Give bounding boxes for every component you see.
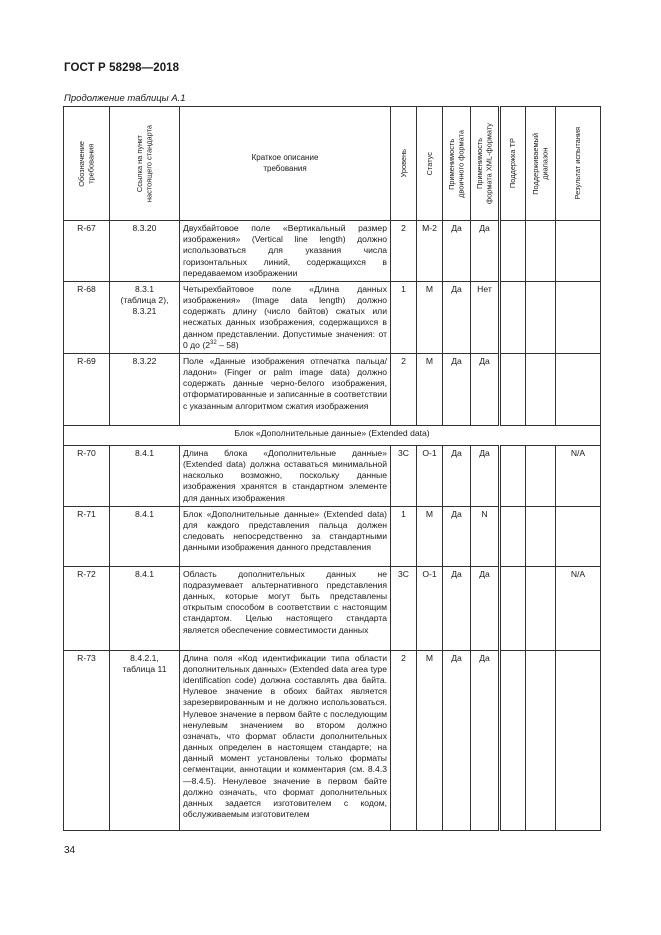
req-result: N/A bbox=[556, 445, 601, 506]
req-desc: Поле «Данные изображения отпечатка пальца/ладони» (Finger or palm image data) должно содержать данные черно-белого изображения, отформатированные и записанные в соответствии с указанным алгоритмом сжатия изображения bbox=[180, 353, 391, 425]
table-header-row bbox=[64, 107, 601, 221]
req-xml: Да bbox=[471, 221, 500, 282]
table-row bbox=[64, 506, 601, 566]
req-status: О-1 bbox=[417, 445, 443, 506]
req-id: R-71 bbox=[64, 506, 110, 566]
req-bin: Да bbox=[443, 506, 471, 566]
req-xml: Нет bbox=[471, 281, 500, 353]
table-row bbox=[64, 353, 601, 425]
req-result bbox=[556, 221, 601, 282]
req-result bbox=[556, 650, 601, 830]
req-level: 1 bbox=[391, 506, 417, 566]
document-header: ГОСТ Р 58298—2018 bbox=[64, 62, 180, 74]
req-desc: Область дополнительных данных не подразумевает альтернативного представления данных, которые могут быть представлены открытым способом в соответствии с настоящим стандартом. Целью настоящего стандарта является обеспечение совместимости данных bbox=[180, 566, 391, 650]
col-header-tp-support: Поддержка ТР bbox=[500, 107, 526, 221]
req-tp bbox=[500, 445, 526, 506]
col-header-status: Статус bbox=[417, 107, 443, 221]
req-result: N/A bbox=[556, 566, 601, 650]
req-result bbox=[556, 281, 601, 353]
req-tp bbox=[500, 566, 526, 650]
req-tp bbox=[500, 281, 526, 353]
req-desc: Двухбайтовое поле «Вертикальный размер изображения» (Vertical line length) должно использоваться для указания числа горизонтальных линий, содержащихся в передаваемом изображении bbox=[180, 221, 391, 282]
req-ref: 8.4.1 bbox=[110, 445, 180, 506]
req-bin: Да bbox=[443, 353, 471, 425]
col-header-binary-format: Применимость двоичного формата bbox=[443, 107, 471, 221]
req-status: М bbox=[417, 353, 443, 425]
col-header-range: Поддерживаемый диапазон bbox=[526, 107, 556, 221]
req-xml: Да bbox=[471, 650, 500, 830]
requirements-table bbox=[63, 106, 601, 831]
req-id: R-70 bbox=[64, 445, 110, 506]
req-range bbox=[526, 566, 556, 650]
req-ref: 8.3.20 bbox=[110, 221, 180, 282]
req-xml: Да bbox=[471, 353, 500, 425]
req-level: 2 bbox=[391, 650, 417, 830]
req-ref: 8.4.1 bbox=[110, 506, 180, 566]
req-xml: N bbox=[471, 506, 500, 566]
table-block-row bbox=[64, 425, 601, 445]
req-level: 3С bbox=[391, 566, 417, 650]
req-level: 1 bbox=[391, 281, 417, 353]
table-row bbox=[64, 445, 601, 506]
req-range bbox=[526, 281, 556, 353]
req-level: 3С bbox=[391, 445, 417, 506]
col-header-id: Обозначение требования bbox=[64, 107, 110, 221]
req-range bbox=[526, 506, 556, 566]
req-id: R-67 bbox=[64, 221, 110, 282]
table-row bbox=[64, 650, 601, 830]
col-header-ref: Ссылка на пункт настоящего стандарта bbox=[110, 107, 180, 221]
req-tp bbox=[500, 506, 526, 566]
req-status: О-1 bbox=[417, 566, 443, 650]
col-header-xml-format: Применимость формата XML-формату bbox=[471, 107, 500, 221]
req-ref: 8.3.1 (таблица 2), 8.3.21 bbox=[110, 281, 180, 353]
req-range bbox=[526, 353, 556, 425]
req-tp bbox=[500, 353, 526, 425]
req-ref: 8.4.2.1, таблица 11 bbox=[110, 650, 180, 830]
req-id: R-73 bbox=[64, 650, 110, 830]
table-caption: Продолжение таблицы А.1 bbox=[64, 93, 186, 104]
req-status: М-2 bbox=[417, 221, 443, 282]
req-level: 2 bbox=[391, 353, 417, 425]
col-header-result: Результат испытания bbox=[556, 107, 601, 221]
req-desc: Длина блока «Дополнительные данные» (Extended data) должна оставаться минимальной насколько возможно, поскольку данные изображения хранятся в стандартном элементе для данных изображения bbox=[180, 445, 391, 506]
col-header-level: Уровень bbox=[391, 107, 417, 221]
req-status: М bbox=[417, 506, 443, 566]
req-bin: Да bbox=[443, 650, 471, 830]
req-desc: Длина поля «Код идентификации типа области дополнительных данных» (Extended data area type identification code) должна составлять два байта. Нулевое значение в обоих байтах является зарезервированным и не должно использоваться. Нулевое значение в первом байте с последующим ненулевым значением во втором должно означать, что формат области дополнительных данных определен в настоящем стандарте; на данный момент установлены только форматы сегментации, аннотации и комментария (см. 8.4.3—8.4.5). Ненулевое значение в первом байте должно означать, что формат дополнительных данных задается изготовителем с кодом, обслуживаемым изготовителем bbox=[180, 650, 391, 830]
req-range bbox=[526, 221, 556, 282]
req-bin: Да bbox=[443, 566, 471, 650]
block-heading: Блок «Дополнительные данные» (Extended data) bbox=[64, 425, 601, 445]
req-xml: Да bbox=[471, 566, 500, 650]
req-range bbox=[526, 650, 556, 830]
req-id: R-69 bbox=[64, 353, 110, 425]
req-desc: Блок «Дополнительные данные» (Extended data) для каждого представления пальца должен следовать непосредственно за стандартными данными изображения данного представления bbox=[180, 506, 391, 566]
req-ref: 8.4.1 bbox=[110, 566, 180, 650]
req-bin: Да bbox=[443, 221, 471, 282]
req-result bbox=[556, 506, 601, 566]
req-id: R-72 bbox=[64, 566, 110, 650]
table-row bbox=[64, 566, 601, 650]
req-level: 2 bbox=[391, 221, 417, 282]
req-xml: Да bbox=[471, 445, 500, 506]
req-result bbox=[556, 353, 601, 425]
req-id: R-68 bbox=[64, 281, 110, 353]
col-header-description: Краткое описание требования bbox=[180, 107, 391, 221]
req-tp bbox=[500, 650, 526, 830]
req-status: М bbox=[417, 650, 443, 830]
page-number: 34 bbox=[64, 845, 76, 856]
req-tp bbox=[500, 221, 526, 282]
req-desc: Четырехбайтовое поле «Длина данных изображения» (Image data length) должно содержать длину (число байтов) сжатых или несжатых данных изображения, содержащихся в данном представлении. Допустимые значения: от 0 до $(2^{32} - 58)$ bbox=[180, 281, 391, 353]
req-range bbox=[526, 445, 556, 506]
table-row bbox=[64, 281, 601, 353]
table-row bbox=[64, 221, 601, 282]
req-bin: Да bbox=[443, 281, 471, 353]
req-bin: Да bbox=[443, 445, 471, 506]
req-status: М bbox=[417, 281, 443, 353]
req-ref: 8.3.22 bbox=[110, 353, 180, 425]
